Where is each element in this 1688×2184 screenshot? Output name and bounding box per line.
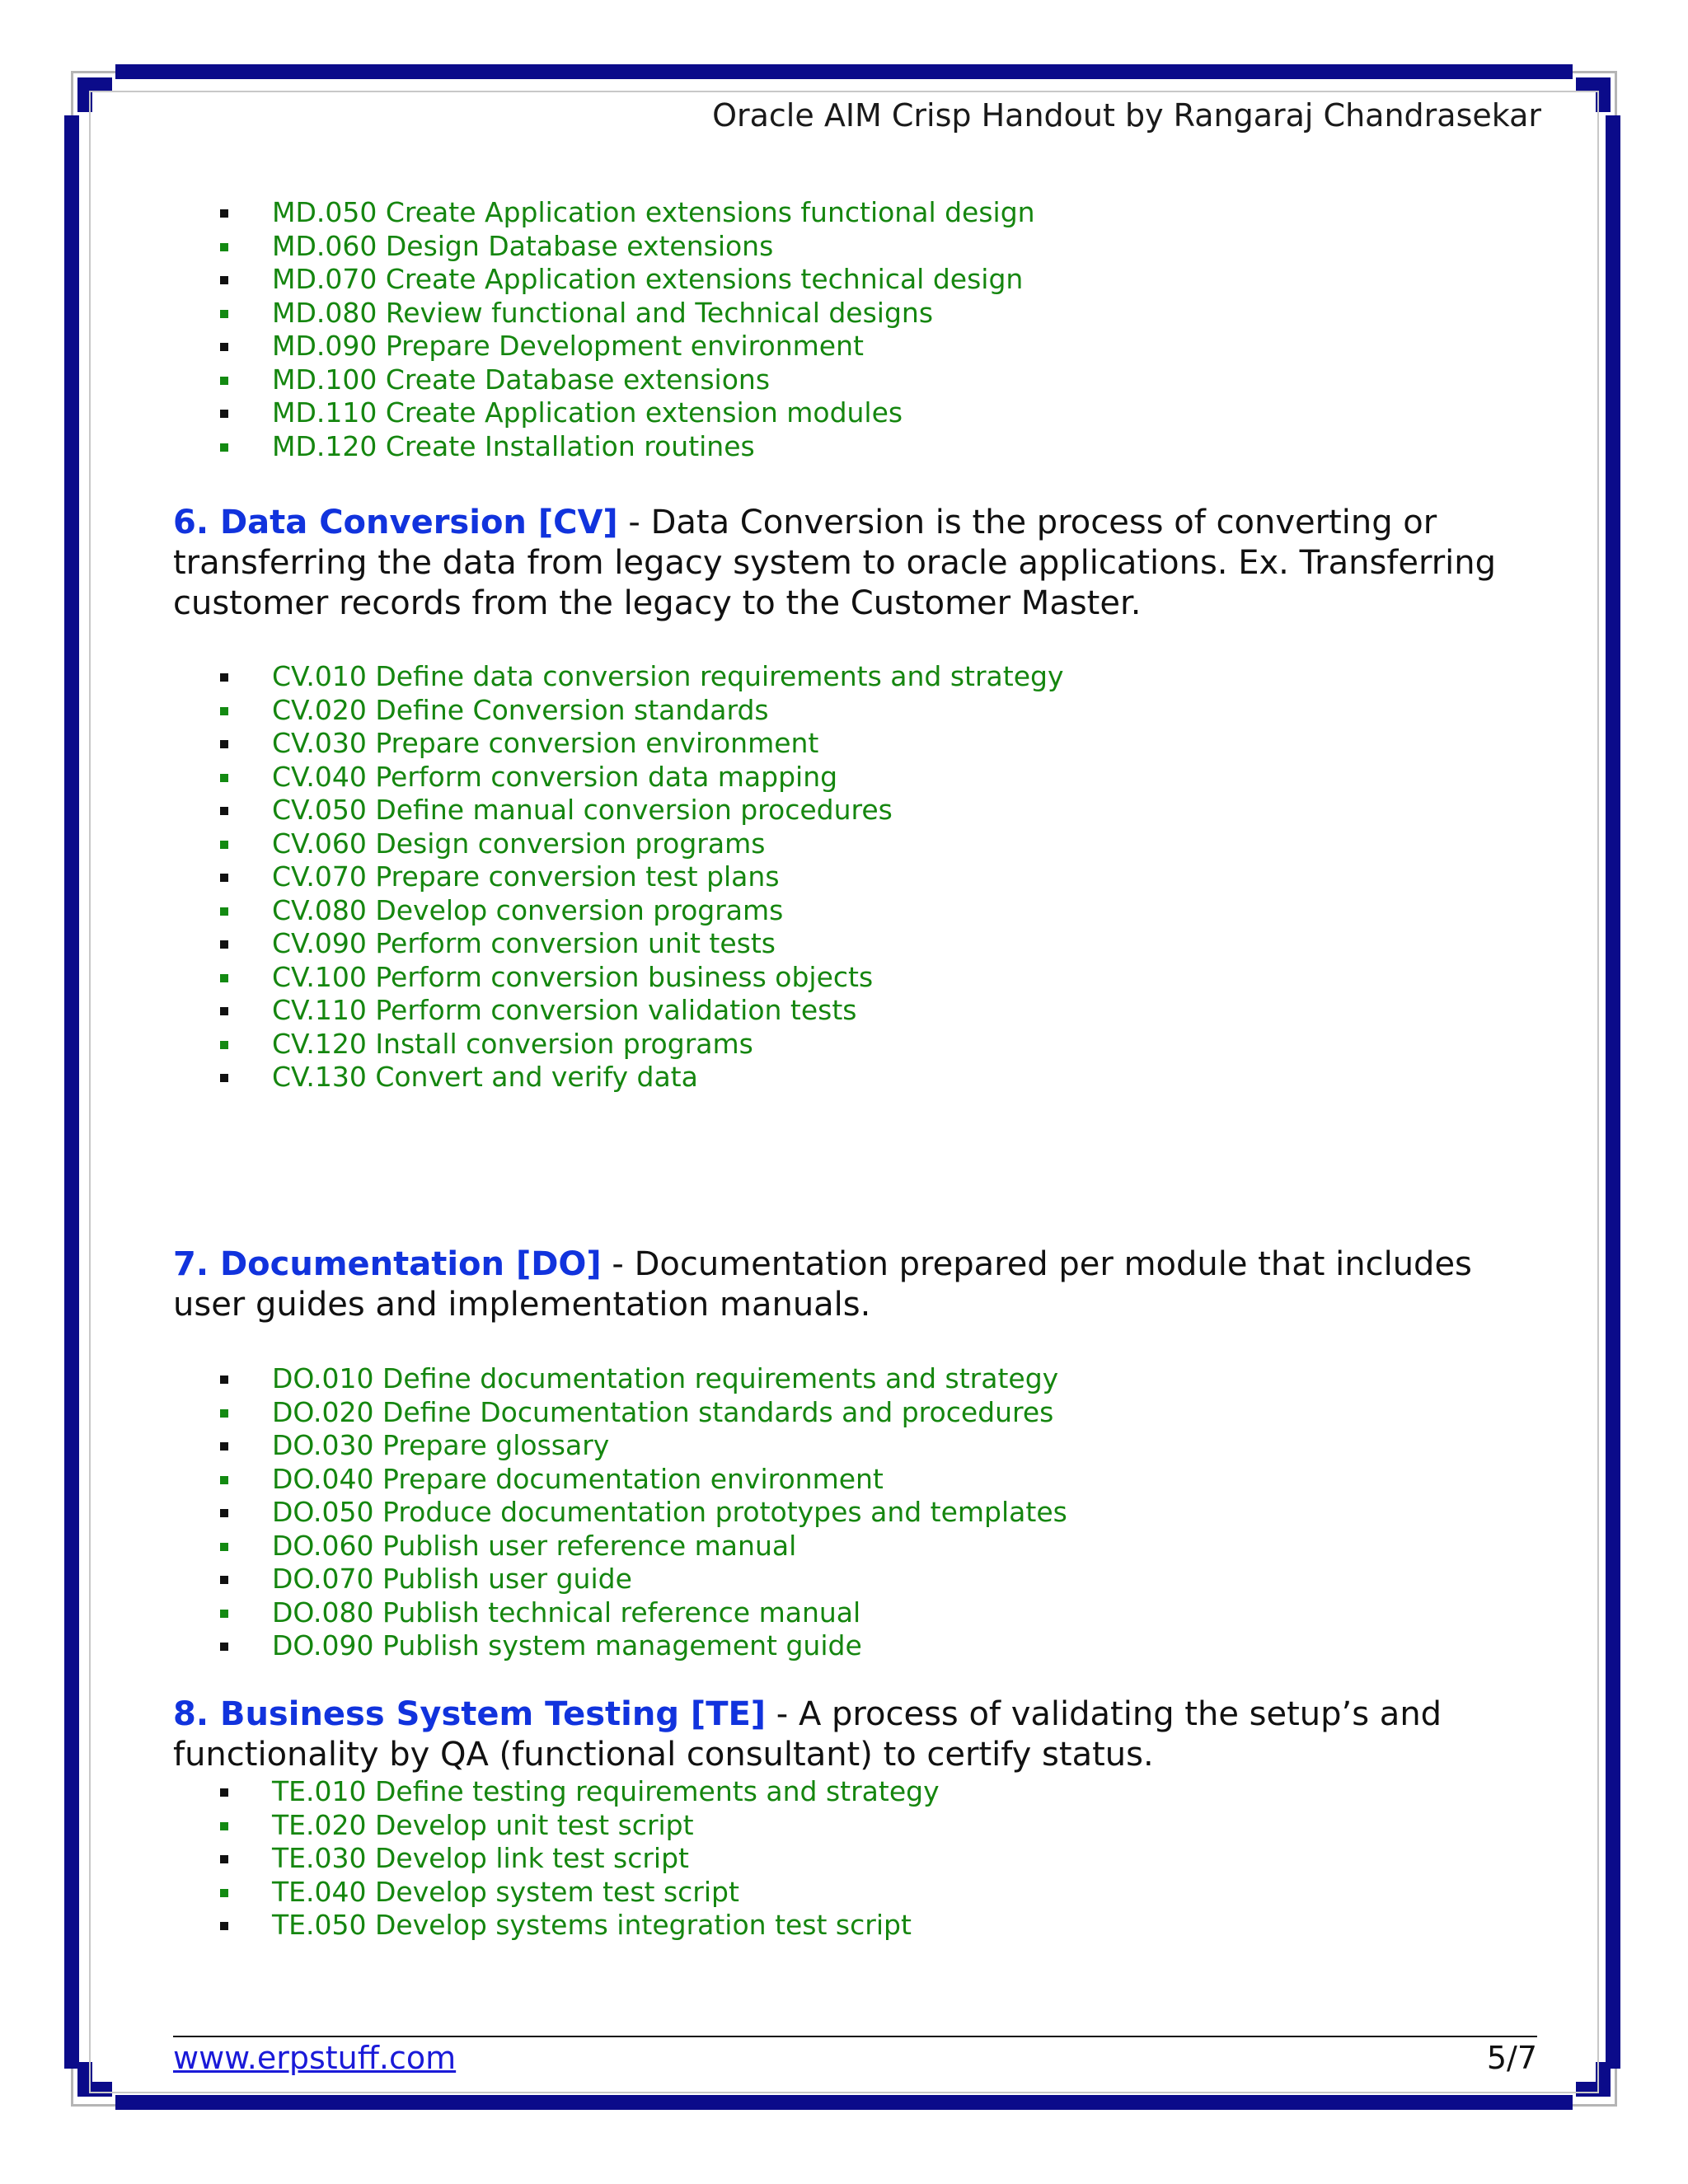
do-task-list xyxy=(173,1362,1541,1663)
te-task-item: TE.020 Develop unit test script xyxy=(272,1809,1541,1843)
do-task-block xyxy=(173,1362,1541,1663)
cv-task-list xyxy=(173,660,1541,1094)
cv-task-item: CV.050 Define manual conversion procedures xyxy=(272,794,1541,827)
section-data-conversion xyxy=(173,503,1541,624)
cv-task-item: CV.080 Develop conversion programs xyxy=(272,894,1541,928)
cv-task-item: CV.090 Perform conversion unit tests xyxy=(272,927,1541,961)
md-task-item: MD.120 Create Installation routines xyxy=(272,430,1541,464)
border-bar-right xyxy=(1606,115,1620,2069)
border-bar-left xyxy=(64,115,79,2069)
section-title: 7. Documentation [DO] xyxy=(173,1245,602,1283)
cv-task-item: CV.110 Perform conversion validation tests xyxy=(272,994,1541,1028)
te-task-list xyxy=(173,1775,1541,1943)
do-task-item: DO.030 Prepare glossary xyxy=(272,1429,1541,1463)
cv-task-item: CV.030 Prepare conversion environment xyxy=(272,727,1541,761)
section-title: 8. Business System Testing [TE] xyxy=(173,1695,767,1733)
te-task-block xyxy=(173,1775,1541,1943)
do-task-item: DO.040 Prepare documentation environment xyxy=(272,1463,1541,1497)
footer-website-link[interactable]: www.erpstuff.com xyxy=(173,2040,457,2076)
page-number: 5/7 xyxy=(1486,2040,1537,2076)
md-task-item: MD.050 Create Application extensions functional design xyxy=(272,196,1541,230)
te-task-item: TE.010 Define testing requirements and strategy xyxy=(272,1775,1541,1809)
section-description: - A process of validating the setup’s and functionality by QA (functional consultant) to certify status. xyxy=(173,1695,1442,1774)
cv-task-item: CV.070 Prepare conversion test plans xyxy=(272,860,1541,894)
border-bar-bottom xyxy=(115,2095,1573,2110)
md-task-block xyxy=(173,196,1541,463)
cv-task-item: CV.120 Install conversion programs xyxy=(272,1028,1541,1062)
do-task-item: DO.080 Publish technical reference manual xyxy=(272,1596,1541,1630)
te-task-item: TE.050 Develop systems integration test script xyxy=(272,1909,1541,1943)
md-task-item: MD.060 Design Database extensions xyxy=(272,230,1541,264)
md-task-item: MD.110 Create Application extension modules xyxy=(272,396,1541,430)
md-task-item: MD.090 Prepare Development environment xyxy=(272,330,1541,363)
cv-task-item: CV.130 Convert and verify data xyxy=(272,1061,1541,1094)
section-description: - Documentation prepared per module that includes user guides and implementation manuals. xyxy=(173,1245,1472,1324)
do-task-item: DO.020 Define Documentation standards and procedures xyxy=(272,1396,1541,1430)
md-task-item: MD.080 Review functional and Technical designs xyxy=(272,297,1541,330)
do-task-item: DO.050 Produce documentation prototypes and templates xyxy=(272,1496,1541,1530)
section-title: 6. Data Conversion [CV] xyxy=(173,504,618,541)
page-header: Oracle AIM Crisp Handout by Rangaraj Chandrasekar xyxy=(712,97,1541,134)
te-task-item: TE.040 Develop system test script xyxy=(272,1876,1541,1910)
section-description: - Data Conversion is the process of converting or transferring the data from legacy system to oracle applications. Ex. Transferring customer records from the legacy to the Customer Master. xyxy=(173,504,1497,622)
md-task-item: MD.070 Create Application extensions technical design xyxy=(272,263,1541,297)
do-task-item: DO.060 Publish user reference manual xyxy=(272,1530,1541,1563)
cv-task-item: CV.060 Design conversion programs xyxy=(272,827,1541,861)
cv-task-block xyxy=(173,660,1541,1094)
te-task-item: TE.030 Develop link test script xyxy=(272,1842,1541,1876)
cv-task-item: CV.040 Perform conversion data mapping xyxy=(272,761,1541,794)
md-task-list xyxy=(173,196,1541,463)
do-task-item: DO.070 Publish user guide xyxy=(272,1563,1541,1596)
section-documentation xyxy=(173,1244,1541,1325)
do-task-item: DO.010 Define documentation requirements and strategy xyxy=(272,1362,1541,1396)
cv-task-item: CV.010 Define data conversion requirements and strategy xyxy=(272,660,1541,694)
section-business-system-testing xyxy=(173,1694,1541,1775)
cv-task-item: CV.020 Define Conversion standards xyxy=(272,694,1541,728)
cv-task-item: CV.100 Perform conversion business objects xyxy=(272,961,1541,995)
border-bar-top xyxy=(115,64,1573,79)
footer-rule xyxy=(173,2036,1537,2037)
md-task-item: MD.100 Create Database extensions xyxy=(272,363,1541,397)
do-task-item: DO.090 Publish system management guide xyxy=(272,1629,1541,1663)
